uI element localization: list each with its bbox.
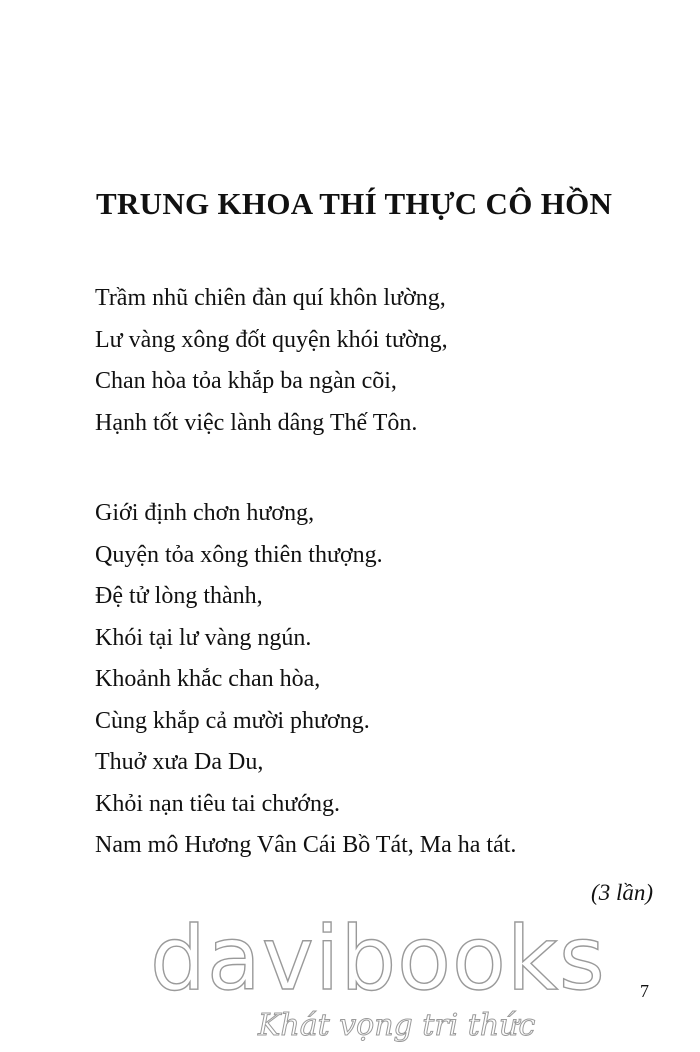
verse-line: Cùng khắp cả mười phương.: [95, 707, 370, 734]
watermark-tagline: Khát vọng tri thức: [258, 1008, 536, 1043]
verse-line: Lư vàng xông đốt quyện khói tường,: [95, 326, 448, 353]
verse-line: Trầm nhũ chiên đàn quí khôn lường,: [95, 285, 446, 311]
verse-line: Chan hòa tỏa khắp ba ngàn cõi,: [95, 368, 397, 394]
verse-line: Nam mô Hương Vân Cái Bồ Tát, Ma ha tát.: [95, 832, 517, 858]
verse-line: Hạnh tốt việc lành dâng Thế Tôn.: [95, 409, 418, 436]
verse-line: Giới định chơn hương,: [95, 500, 315, 526]
page-number: 7: [640, 981, 649, 1001]
verse-line: Khói tại lư vàng ngún.: [95, 624, 312, 651]
watermark-brand: davibooks: [150, 907, 606, 1010]
watermark: [150, 907, 606, 1052]
verse-line: Khỏi nạn tiêu tai chướng.: [95, 790, 340, 817]
verse-stanza-1: [95, 278, 448, 444]
verse-line: Khoảnh khắc chan hòa,: [95, 666, 321, 692]
repeat-note: (3 lần): [591, 880, 653, 905]
verse-line: Thuở xưa Da Du,: [95, 749, 264, 775]
verse-line: Quyện tỏa xông thiên thượng.: [95, 541, 383, 568]
verse-stanza-2: [95, 493, 516, 867]
page-title: TRUNG KHOA THÍ THỰC CÔ HỒN: [96, 186, 613, 221]
verse-line: Đệ tử lòng thành,: [95, 583, 263, 609]
